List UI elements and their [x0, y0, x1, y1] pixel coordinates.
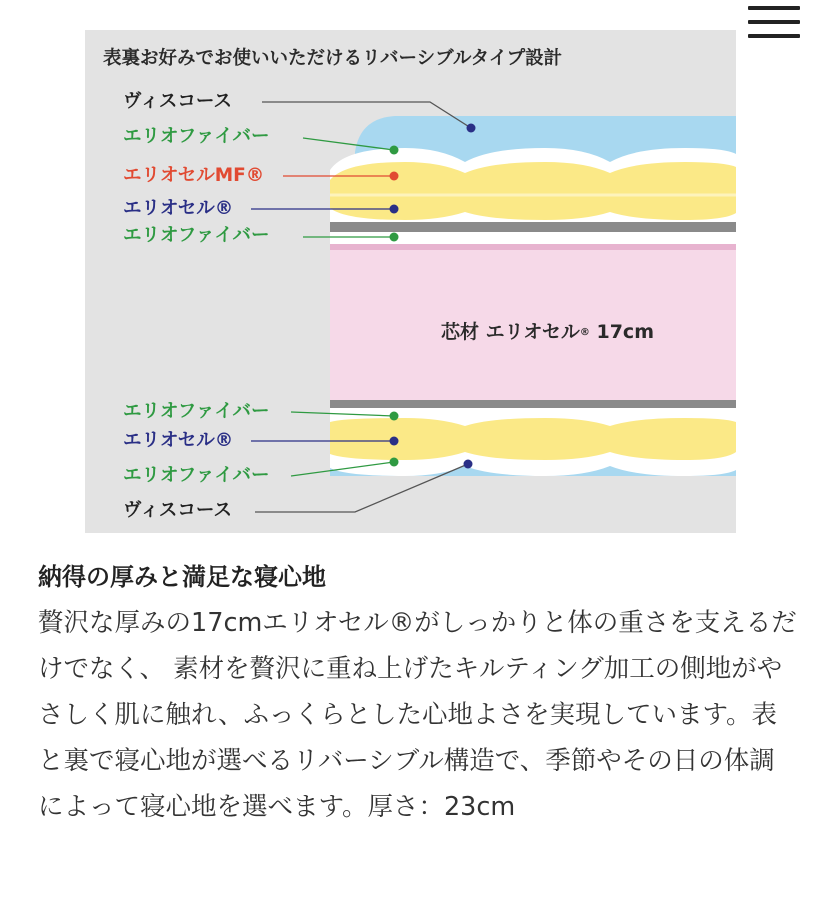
mattress-structure-diagram [85, 30, 736, 533]
label-cellmf-top: エリオセルMF® [123, 165, 265, 186]
label-fiber-bottom: エリオファイバー [123, 401, 270, 422]
dot-fiber-bottom2 [390, 458, 399, 467]
dot-fiber-top [390, 146, 399, 155]
section-body: 贅沢な厚みの17cmエリオセル®がしっかりと体の重さを支えるだけでなく、 素材を贅沢に重ね上げたキルティング加工の側地がやさしく肌に触れ、ふっくらとした心地よさを実現しています。表と裏で寝心地が選べるリバーシブル構造で、季節やその日の体調によって寝心地を選べます。厚さ：23cm [38, 608, 797, 822]
core-label [441, 317, 654, 344]
menu-bar [748, 6, 800, 10]
core-top-stripe [330, 244, 736, 250]
dot-viscose-top [467, 124, 476, 133]
label-cell-bottom: エリオセル® [123, 430, 234, 451]
label-fiber-top2: エリオファイバー [123, 225, 270, 246]
core-label-size: 17cm [596, 321, 654, 343]
core-label-reg: ® [579, 327, 590, 338]
top-gray-band [330, 222, 736, 232]
dot-cell-top [390, 205, 399, 214]
dot-fiber-bottom [390, 412, 399, 421]
label-fiber-top: エリオファイバー [123, 126, 270, 147]
label-fiber-bottom2: エリオファイバー [123, 465, 270, 486]
section-heading: 納得の厚みと満足な寝心地 [38, 563, 326, 591]
menu-bar [748, 20, 800, 24]
dot-fiber-top2 [390, 233, 399, 242]
dot-cell-bottom [390, 437, 399, 446]
label-cell-top: エリオセル® [123, 198, 234, 219]
core-label-text: 芯材 エリオセル [441, 321, 580, 343]
hamburger-menu-icon[interactable] [748, 6, 800, 38]
dot-viscose-bottom [464, 460, 473, 469]
menu-bar [748, 34, 800, 38]
dot-cellmf [390, 172, 399, 181]
diagram-title: 表裏お好みでお使いいただけるリバーシブルタイプ設計 [103, 48, 563, 69]
bottom-gray-band [330, 400, 736, 408]
label-viscose-bottom: ヴィスコース [123, 500, 232, 521]
label-viscose-top: ヴィスコース [123, 91, 232, 112]
